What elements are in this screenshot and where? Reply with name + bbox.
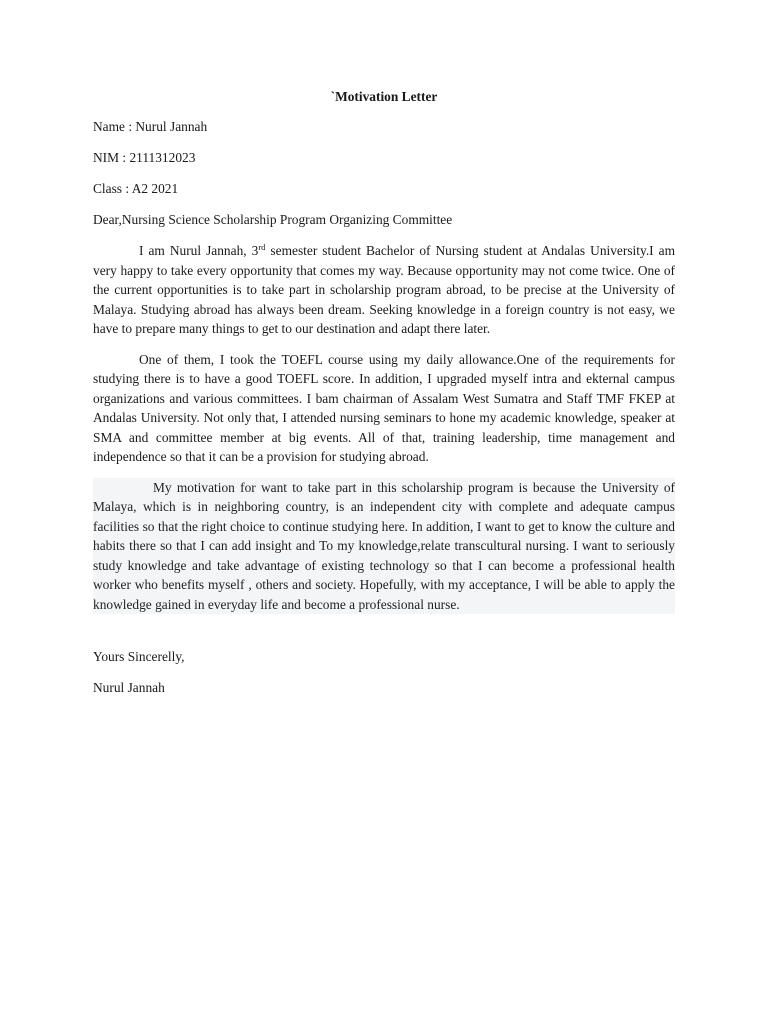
letter-title: `Motivation Letter	[330, 89, 438, 104]
ordinal-superscript: rd	[258, 242, 266, 253]
letter-page	[93, 87, 675, 709]
paragraph-intro	[93, 241, 675, 338]
paragraph-motivation: My motivation for want to take part in this scholarship program is because the University of Malaya, which is in neighboring country, is an independent city with complete and adequate campus facilities so that the right choice to continue studying here. In addition, I want to get to know the culture and habits there so that I can add insight and To my knowledge,relate transcultural nursing. I want to seriously study knowledge and take advantage of existing technology so that I can become a professional health worker who benefits myself , others and society. Hopefully, with my acceptance, I will be able to apply the knowledge gained in everyday life and become a professional nurse.	[93, 478, 675, 614]
signature-name: Nurul Jannah	[93, 679, 165, 695]
closing: Yours Sincerelly,	[93, 648, 185, 664]
class-line: Class : A2 2021	[93, 181, 179, 197]
paragraph-preparation: One of them, I took the TOEFL course using my daily allowance.One of the requirements for studying there is to have a good TOEFL score. In addition, I upgraded myself intra and ekternal campus organizations and various committees. I bam chairman of Assalam West Sumatra and Staff TMF FKEP at Andalas University. Not only that, I attended nursing seminars to hone my academic knowledge, speaker at SMA and committee member at big events. All of that, training leadership, time management and independence so that it can be a provision for studying abroad.	[93, 352, 675, 465]
salutation: Dear,Nursing Science Scholarship Program Organizing Committee	[93, 212, 453, 228]
spacer	[93, 626, 675, 647]
paragraph-intro-start: I am Nurul Jannah, 3	[139, 243, 259, 259]
nim-line: NIM : 2111312023	[93, 150, 196, 166]
paragraph-intro-rest: semester student Bachelor of Nursing student at Andalas University.I am very happy to take every opportunity that comes my way. Because opportunity may not come twice. One of the current opportunities is to take part in scholarship program abroad, to be precise at the University of Malaya. Studying abroad has always been dream. Seeking knowledge in a foreign country is not easy, we have to prepare many things to get to our destination and adapt there later.	[93, 243, 675, 337]
name-line: Name : Nurul Jannah	[93, 119, 208, 135]
